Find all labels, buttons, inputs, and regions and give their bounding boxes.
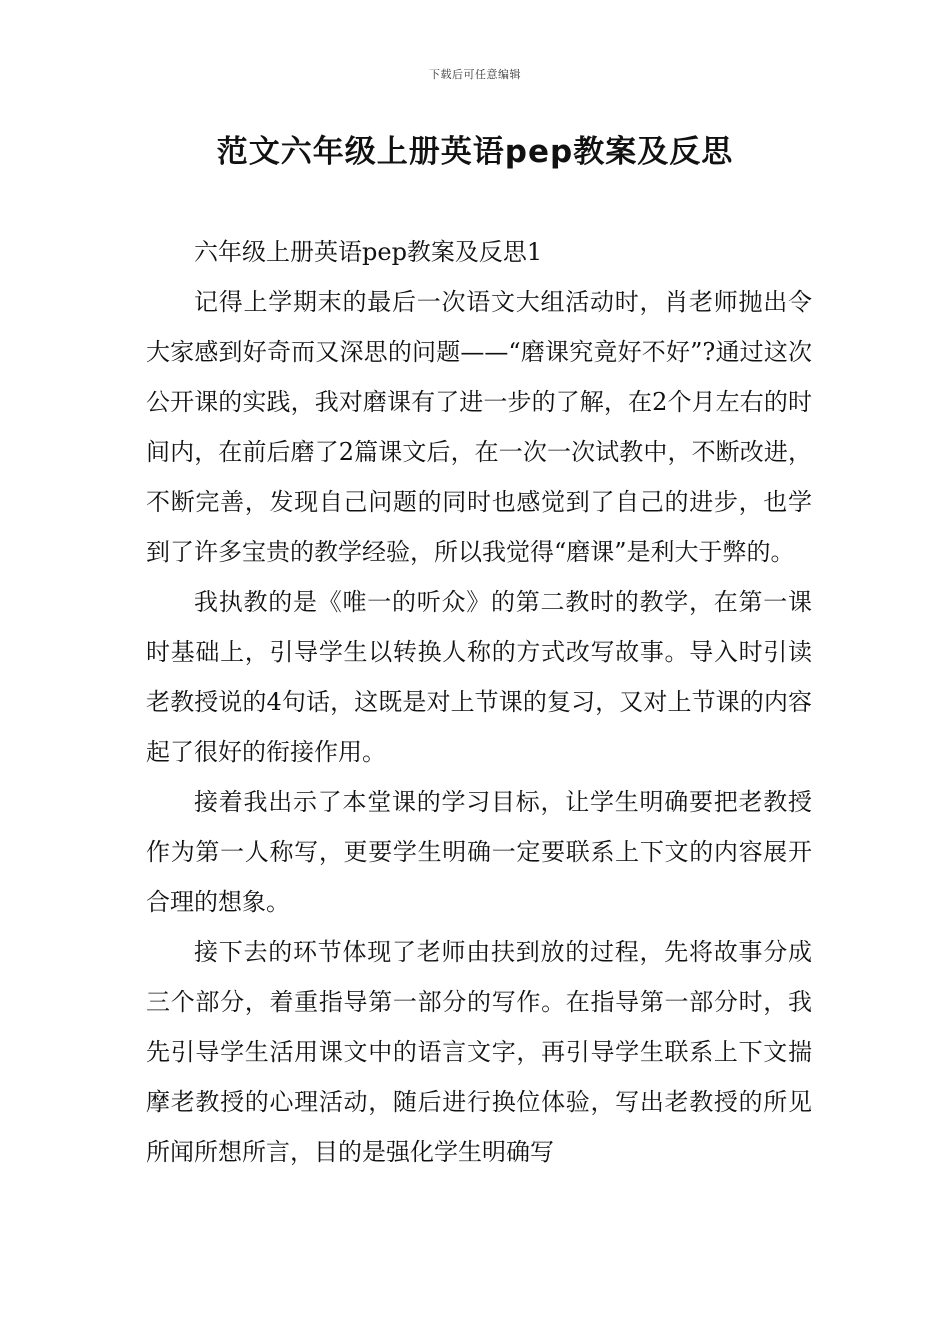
paragraph-4: 接下去的环节体现了老师由扶到放的过程，先将故事分成三个部分，着重指导第一部分的写作。在指导第一部分时，我先引导学生活用课文中的语言文字，再引导学生联系上下文揣摩老教授的心理活动，随后进行换位体验，写出老教授的所见所闻所想所言，目的是强化学生明确写 [146,938,812,1166]
paragraph-2: 我执教的是《唯一的听众》的第二教时的教学，在第一课时基础上，引导学生以转换人称的方式改写故事。导入时引读老教授说的4句话，这既是对上节课的复习，又对上节课的内容起了很好的衔接作用。 [146,588,812,766]
paragraph-3: 接着我出示了本堂课的学习目标，让学生明确要把老教授作为第一人称写，更要学生明确一定要联系上下文的内容展开合理的想象。 [146,788,812,916]
paragraph-1: 记得上学期末的最后一次语文大组活动时，肖老师抛出令大家感到好奇而又深思的问题——“磨课究竟好不好”?通过这次公开课的实践，我对磨课有了进一步的了解，在2个月左右的时间内，在前后磨了2篇课文后，在一次一次试教中，不断改进，不断完善，发现自己问题的同时也感觉到了自己的进步，也学到了许多宝贵的教学经验，所以我觉得“磨课”是利大于弊的。 [146,288,812,566]
document-body [146,227,812,1177]
document-title: 范文六年级上册英语pep教案及反思 [216,134,734,170]
header-note: 下载后可任意编辑 [429,68,521,81]
section-heading: 六年级上册英语pep教案及反思1 [194,238,543,266]
